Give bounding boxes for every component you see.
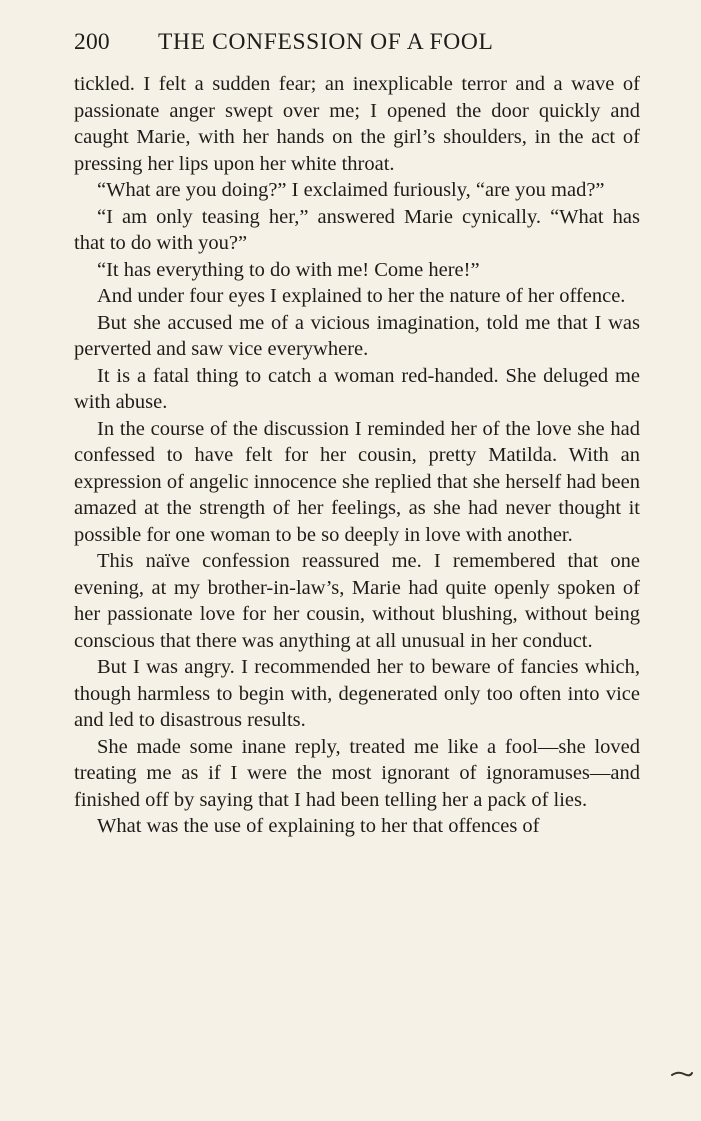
paragraph-10: But I was angry. I recommended her to beware of fancies which, though harmless to begin with, degenerated only too often into vice and led to disastrous results. xyxy=(74,656,640,731)
paragraph-7: It is a fatal thing to catch a woman red-handed. She deluged me with abuse. xyxy=(74,364,640,413)
paragraph-11: She made some inane reply, treated me like a fool—she loved treating me as if I were the most ignorant of ignoramuses—and finished off by saying that I had been telling her a pack of lies. xyxy=(74,735,640,811)
paragraph-5: And under four eyes I explained to her the nature of her offence. xyxy=(97,285,626,307)
page-number: 200 xyxy=(74,29,110,55)
paragraph-2: “What are you doing?” I exclaimed furiously, “are you mad?” xyxy=(97,179,605,201)
paragraph-12: What was the use of explaining to her that offences of xyxy=(97,815,540,837)
paragraph-6: But she accused me of a vicious imagination, told me that I was perverted and saw vice everywhere. xyxy=(74,311,640,360)
paragraph-4: “It has everything to do with me! Come here!” xyxy=(97,258,480,281)
paragraph-3: “I am only teasing her,” answered Marie cynically. “What has that to do with you?” xyxy=(74,205,640,254)
paragraph-1: tickled. I felt a sudden fear; an inexplicable terror and a wave of passionate anger swept over me; I opened the door quickly and caught Marie, with her hands on the girl’s shoulders, in the act of pressing her lips upon her white throat. xyxy=(74,73,640,175)
running-title: THE CONFESSION OF A FOOL xyxy=(158,29,494,55)
paragraph-8: In the course of the discussion I reminded her of the love she had confessed to have felt for her cousin, pretty Matilda. With an expression of angelic innocence she replied that she herself had been amazed at the strength of her feelings, as she had never thought it possible for one woman to be so deeply in love with another. xyxy=(74,417,640,546)
body-text xyxy=(74,71,640,840)
running-head xyxy=(74,26,644,58)
paragraph-9: This naïve confession reassured me. I remembered that one evening, at my brother-in-law’s, Marie had quite openly spoken of her passionate love for her cousin, without blushing, without being conscious that there was anything at all unusual in her conduct. xyxy=(74,550,640,652)
printer-mark-icon xyxy=(671,1071,693,1077)
